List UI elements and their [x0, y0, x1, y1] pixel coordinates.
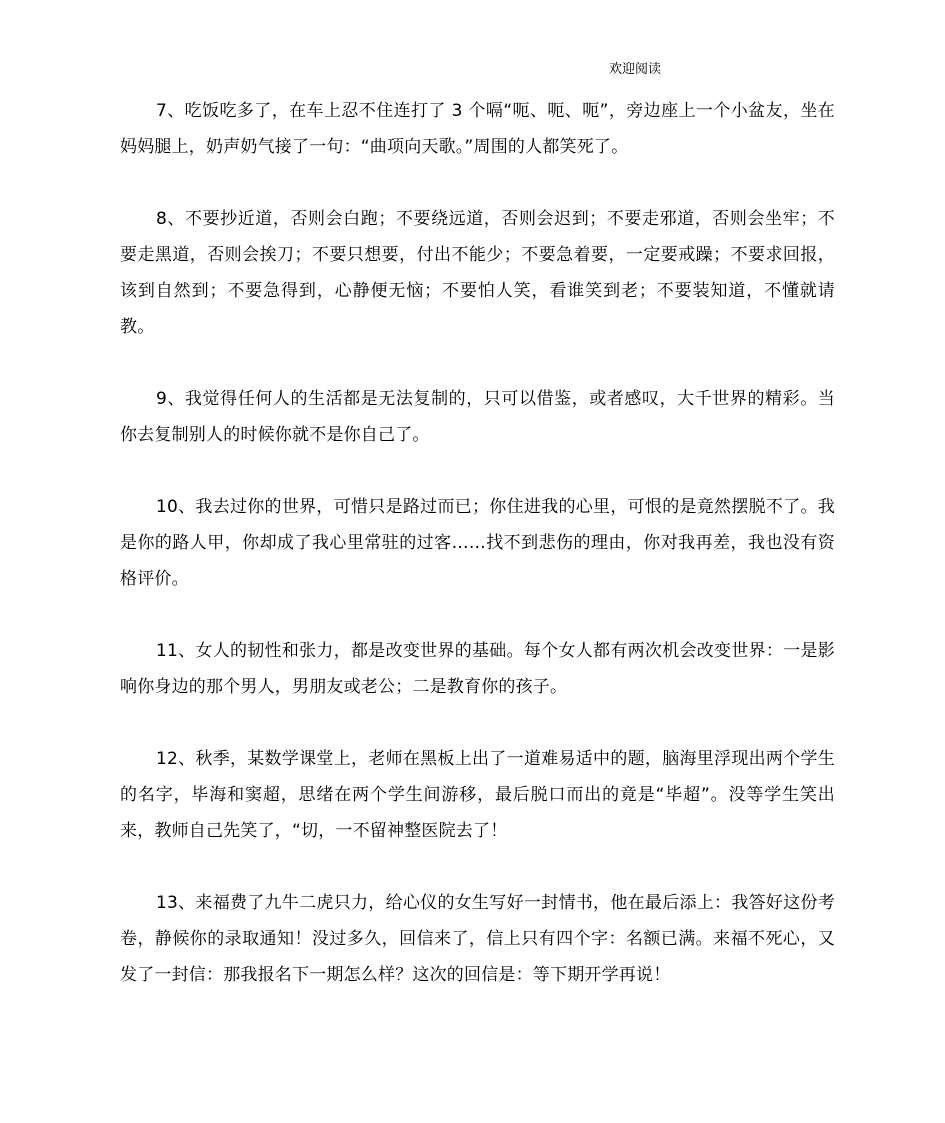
- paragraph-8: 8、不要抄近道，否则会白跑；不要绕远道，否则会迟到；不要走邪道，否则会坐牢；不要走黑道，否则会挨刀；不要只想要，付出不能少；不要急着要，一定要戒躁；不要求回报，该到自然到；不要急得到，心静便无恼；不要怕人笑，看谁笑到老；不要装知道，不懂就请教。: [120, 209, 835, 337]
- document-body: [120, 93, 835, 1029]
- page-header: 欢迎阅读: [609, 62, 662, 77]
- paragraph-12: 12、秋季，某数学课堂上，老师在黑板上出了一道难易适中的题，脑海里浮现出两个学生的名字，毕海和窦超，思绪在两个学生间游移，最后脱口而出的竟是“毕超”。没等学生笑出来，教师自己先笑了，“切，一不留神整医院去了！: [120, 749, 835, 841]
- paragraph-7: 7、吃饭吃多了，在车上忍不住连打了 3 个嗝“呃、呃、呃”，旁边座上一个小盆友，坐在妈妈腿上，奶声奶气接了一句：“曲项向天歌。”周围的人都笑死了。: [120, 101, 835, 157]
- paragraph-9: 9、我觉得任何人的生活都是无法复制的，只可以借鉴，或者感叹，大千世界的精彩。当你去复制别人的时候你就不是你自己了。: [120, 389, 835, 445]
- paragraph-11: 11、女人的韧性和张力，都是改变世界的基础。每个女人都有两次机会改变世界：一是影响你身边的那个男人，男朋友或老公；二是教育你的孩子。: [120, 641, 835, 697]
- paragraph-10: 10、我去过你的世界，可惜只是路过而已；你住进我的心里，可恨的是竟然摆脱不了。我是你的路人甲，你却成了我心里常驻的过客……找不到悲伤的理由，你对我再差，我也没有资格评价。: [120, 497, 835, 589]
- paragraph-13: 13、来福费了九牛二虎只力，给心仪的女生写好一封情书，他在最后添上：我答好这份考卷，静候你的录取通知！没过多久，回信来了，信上只有四个字：名额已满。来福不死心，又发了一封信：那我报名下一期怎么样？这次的回信是：等下期开学再说！: [120, 893, 835, 985]
